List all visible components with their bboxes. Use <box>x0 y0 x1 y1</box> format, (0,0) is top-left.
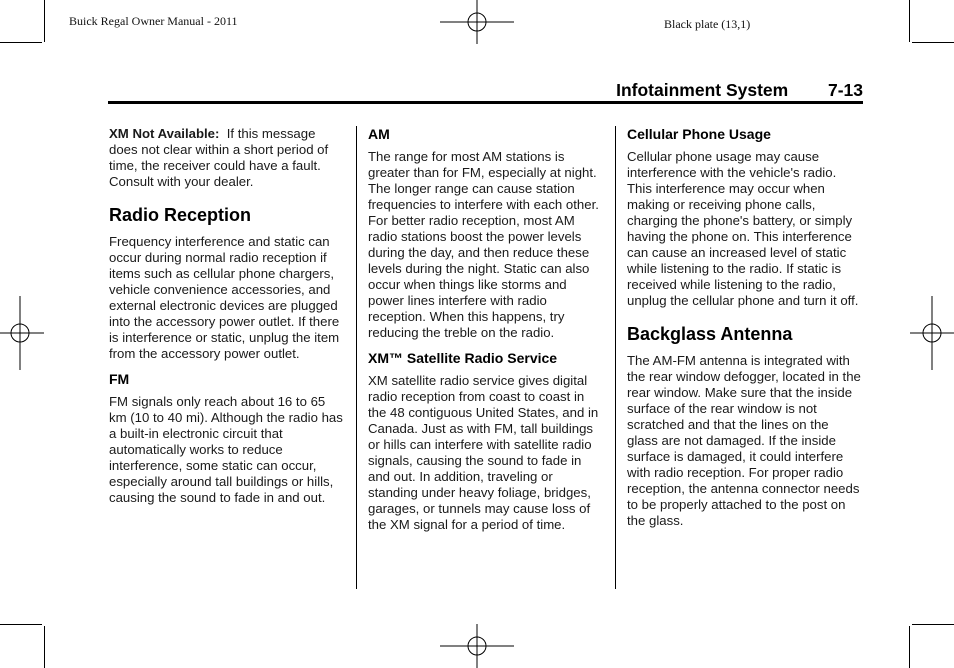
xm-satellite-text: XM satellite radio service gives digital radio reception from coast to coast in the 48 contiguous United States, and in Canada. Just as with FM, tall buildings or hills can interfere with satellite radio signals, causing the sound to fade in and out. In addition, traveling or standing under heavy foliage, bridges, garages, or tunnels may cause loss of the XM signal for a period of time. <box>368 373 599 532</box>
column-divider-1 <box>356 126 357 589</box>
plate-meta: Black plate (13,1) <box>664 17 751 31</box>
backglass-antenna-text: The AM-FM antenna is integrated with the rear window defogger, located in the rear window. Make sure that the inside surface of the rear window is not scratched and that the lines on the glass are not damaged. If the inside surface is damaged, it could interfere with radio reception. For proper radio reception, the antenna connector needs to be properly attached to the post on the glass. <box>627 353 861 528</box>
xm-not-available-lead: XM Not Available: <box>109 126 220 141</box>
xm-not-available-text: If this message does not clear within a short period of time, the receiver could have a fault. Consult with your dealer. <box>109 126 329 189</box>
manual-title-meta: Buick Regal Owner Manual - 2011 <box>69 14 238 28</box>
radio-reception-heading: Radio Reception <box>109 205 252 225</box>
crop-mark-bottom-left-v <box>44 626 45 668</box>
header-rule <box>108 101 863 104</box>
fm-text: FM signals only reach about 16 to 65 km (10 to 40 mi). Although the radio has a built-in electronic circuit that automatically works to reduce interference, some static can occur, especially around tall buildings or hills, causing the sound to fade in and out. <box>109 394 343 505</box>
crop-mark-top-right-h <box>912 42 954 43</box>
cellular-phone-heading: Cellular Phone Usage <box>627 126 771 142</box>
column-1 <box>109 126 345 506</box>
fm-heading: FM <box>109 371 130 387</box>
crop-mark-top-left-h <box>0 42 42 43</box>
crop-mark-bottom-left-h <box>0 624 42 625</box>
column-3 <box>627 126 863 529</box>
am-text: The range for most AM stations is greater than for FM, especially at night. The longer range can cause station frequencies to interfere with each other. For better radio reception, most AM radio stations boost the power levels during the day, and then reduce these levels during the night. Static can also occur when things like storms and power lines interfere with radio reception. When this happens, try reducing the treble on the radio. <box>368 149 599 340</box>
radio-reception-text: Frequency interference and static can occur during normal radio reception if items such as cellular phone chargers, vehicle convenience accessories, and external electronic devices are plugged into the accessory power outlet. If there is interference or static, unplug the item from the accessory power outlet. <box>109 234 340 361</box>
column-divider-2 <box>615 126 616 589</box>
crop-mark-top-left-v <box>44 0 45 42</box>
cellular-phone-text: Cellular phone usage may cause interference with the vehicle's radio. This interference may occur when making or receiving phone calls, charging the phone's battery, or simply having the phone on. This interference can cause an increased level of static while listening to the radio. If static is received while listening to the radio, unplug the cellular phone and turn it off. <box>627 149 859 308</box>
section-title: Infotainment System <box>616 80 789 100</box>
xm-not-available-paragraph <box>109 126 345 190</box>
running-header <box>616 80 863 101</box>
crop-mark-top-right-v <box>909 0 910 42</box>
am-heading: AM <box>368 126 390 142</box>
crop-mark-bottom-right-v <box>909 626 910 668</box>
xm-satellite-heading: XM™ Satellite Radio Service <box>368 350 558 366</box>
page-number: 7-13 <box>827 80 863 100</box>
registration-mark-bottom <box>440 624 514 668</box>
crop-mark-bottom-right-h <box>912 624 954 625</box>
backglass-antenna-heading: Backglass Antenna <box>627 324 793 344</box>
registration-mark-right <box>910 296 954 370</box>
registration-mark-top <box>440 0 514 44</box>
column-2 <box>368 126 604 533</box>
registration-mark-left <box>0 296 44 370</box>
